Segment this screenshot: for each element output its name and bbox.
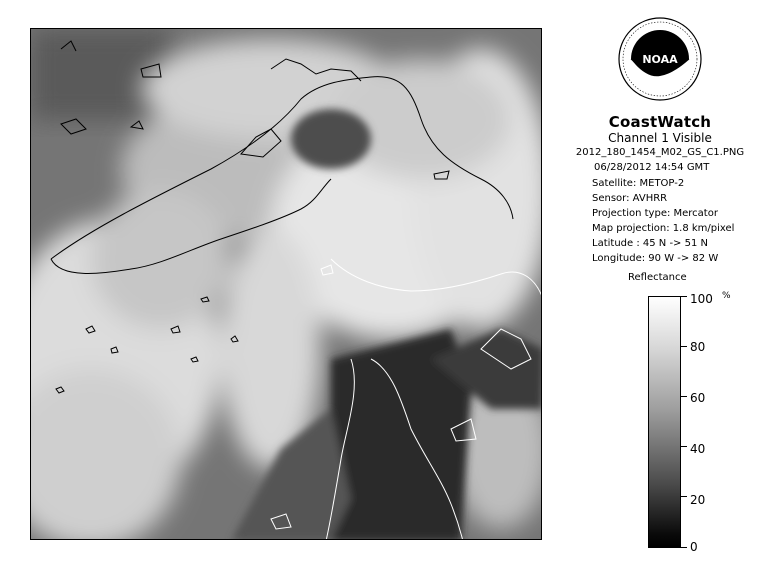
date-time: 06/28/2012 14:54 GMT [594,162,710,173]
satellite-image-svg [31,29,542,540]
brand-title: CoastWatch [608,113,712,131]
file-name: 2012_180_1454_M02_GS_C1.PNG [575,147,745,158]
map-projection: Map projection: 1.8 km/pixel [592,223,735,234]
scale-unit: % [722,291,731,301]
latitude-range: Latitude : 45 N -> 51 N [592,238,708,249]
noaa-logo-icon [617,16,703,102]
scale-label-80: 80 [690,340,706,354]
scale-tick [681,446,687,447]
scale-label-40: 40 [690,442,706,456]
channel-label: Channel 1 Visible [608,131,712,145]
satellite-info: Satellite: METOP-2 [592,178,685,189]
scale-label-60: 60 [690,391,706,405]
noaa-logo-text: NOAA [642,53,678,66]
scale-tick [681,496,687,497]
scale-label-0: 0 [690,540,698,554]
scale-label-20: 20 [690,493,706,507]
scale-tick [681,296,687,297]
reflectance-colorbar [648,296,681,548]
sensor-info: Sensor: AVHRR [592,193,668,204]
scale-tick [681,346,687,347]
scale-title: Reflectance [628,272,687,283]
scale-label-100: 100 [690,292,713,306]
projection-type: Projection type: Mercator [592,208,718,219]
satellite-image [30,28,542,540]
longitude-range: Longitude: 90 W -> 82 W [592,253,719,264]
scale-tick [681,396,687,397]
scale-tick [681,547,687,548]
